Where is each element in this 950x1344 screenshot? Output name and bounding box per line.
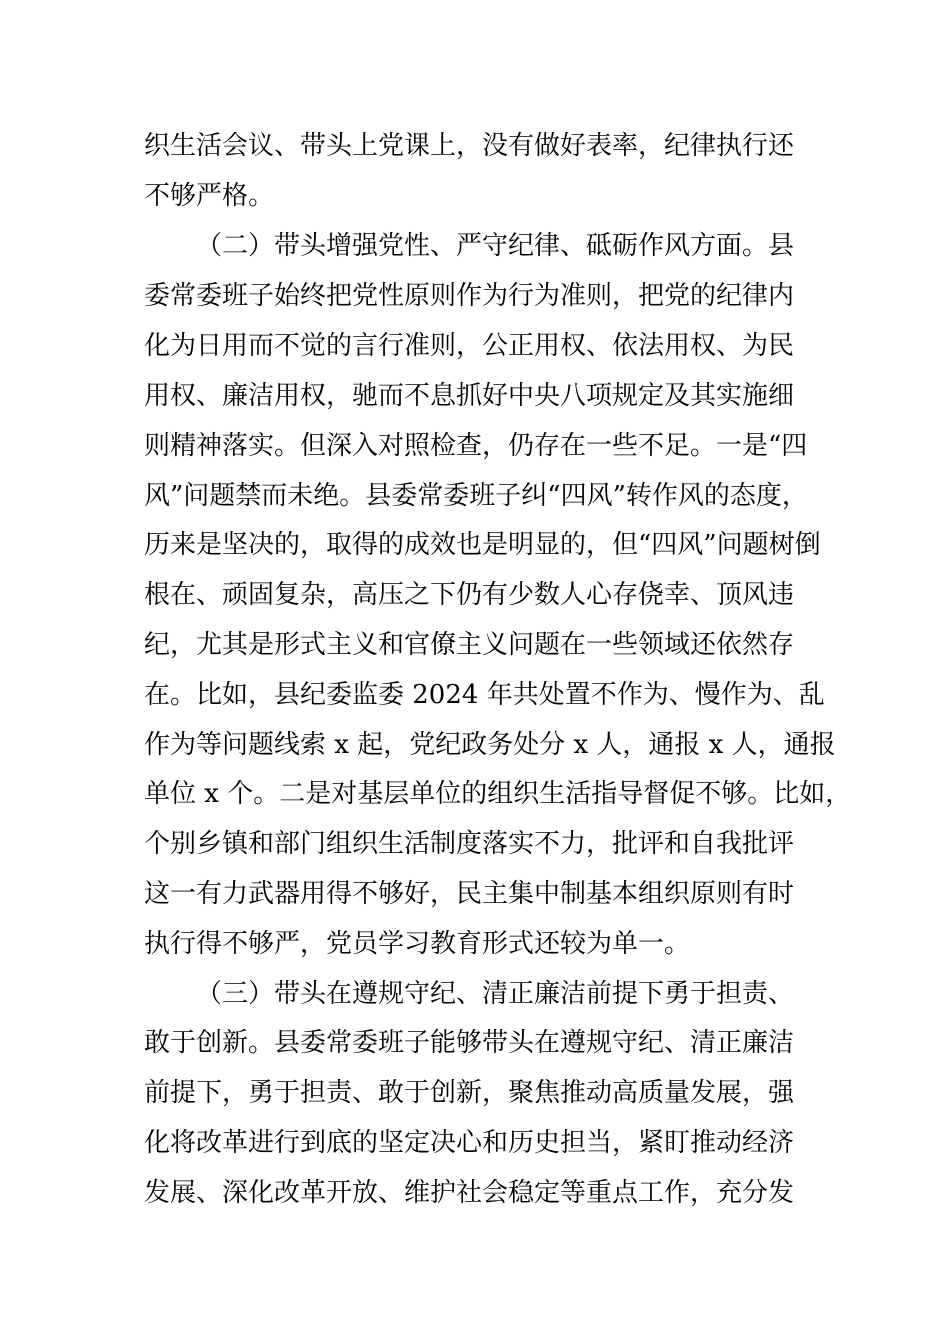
text-line: 历来是坚决的，取得的成效也是明显的，但“四风”问题树倒 — [144, 530, 821, 560]
text-line: 织生活会议、带头上党课上，没有做好表率，纪律执行还 — [144, 131, 795, 161]
section-heading-line: （三）带头在遵规守纪、清正廉洁前提下勇于担责、 — [196, 979, 795, 1009]
text-line: 发展、深化改革开放、维护社会稳定等重点工作，充分发 — [144, 1178, 795, 1208]
text-line: 这一有力武器用得不够好，民主集中制基本组织原则有时 — [144, 879, 795, 909]
text-line: 化为日用而不觉的言行准则，公正用权、依法用权、为民 — [144, 331, 795, 361]
text-line: 在。比如，县纪委监委 2024 年共处置不作为、慢作为、乱 — [144, 680, 825, 710]
text-line: 前提下，勇于担责、敢于创新，聚焦推动高质量发展，强 — [144, 1078, 795, 1108]
text-line: 用权、廉洁用权，驰而不息抓好中央八项规定及其实施细 — [144, 381, 795, 411]
text-line: 根在、顽固复杂，高压之下仍有少数人心存侥幸、顶风违 — [144, 580, 795, 610]
text-line: 化将改革进行到底的坚定决心和历史担当，紧盯推动经济 — [144, 1128, 795, 1158]
text-line: 敢于创新。县委常委班子能够带头在遵规守纪、清正廉洁 — [144, 1028, 795, 1058]
text-line: 不够严格。 — [144, 181, 275, 211]
section-heading-line: （二）带头增强党性、严守纪律、砥砺作风方面。县 — [196, 231, 795, 261]
text-line: 个别乡镇和部门组织生活制度落实不力，批评和自我批评 — [144, 829, 795, 859]
text-line: 单位 x 个。二是对基层单位的组织生活指导督促不够。比如， — [144, 779, 852, 809]
text-line: 纪，尤其是形式主义和官僚主义问题在一些领域还依然存 — [144, 630, 795, 660]
text-line: 执行得不够严，党员学习教育形式还较为单一。 — [144, 929, 691, 959]
text-line: 则精神落实。但深入对照检查，仍存在一些不足。一是“四 — [144, 431, 808, 461]
text-line: 作为等问题线索 x 起，党纪政务处分 x 人，通报 x 人，通报 — [144, 730, 836, 760]
text-line: 委常委班子始终把党性原则作为行为准则，把党的纪律内 — [144, 281, 795, 311]
text-line: 风”问题禁而未绝。县委常委班子纠“四风”转作风的态度， — [144, 481, 808, 511]
